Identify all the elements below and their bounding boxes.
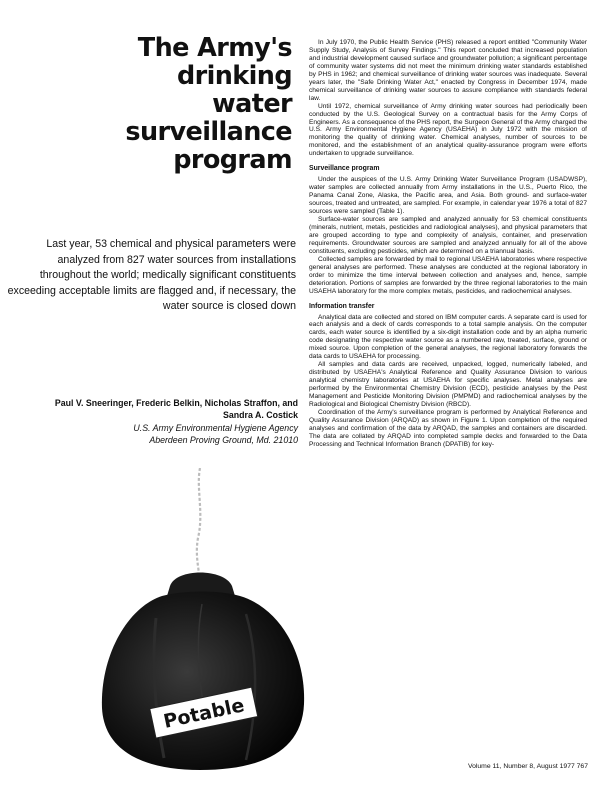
article-deck: Last year, 53 chemical and physical parameters were analyzed from 827 water sources from installations throughout the world; medically significant constituents exceeding acceptable limits are flagged and, if necessary, the water source is closed down: [7, 238, 296, 313]
article-title: [92, 34, 292, 174]
section-heading-information-transfer: Information transfer: [309, 302, 375, 310]
bag-body: [102, 592, 304, 771]
title-line: drinking water: [176, 61, 292, 119]
body-paragraph: Analytical data are collected and stored on IBM computer cards. A separate card is used for each analysis and a deck of cards corresponds to a total sample analysis. On the computer cards, each water source is identified by a six-digit installation code and by an alpha numeric code designating the respective water source as a numbered raw, treated, surface, ground or mixed source. Upon completion of the general analyses, the regional laboratory forwards the data cards to USAEHA for processing.: [309, 313, 587, 361]
body-paragraph: Collected samples are forwarded by mail to regional USAEHA laboratories where respective general analyses are performed. These analyses are conducted at the regional laboratory in order to minimize the time interval between collection and analyses and, hence, sample deterioration. Portions of samples are forwarded by the three regional laboratories to the main USAEHA laboratory for the more complex metals, pesticides, and radiochemical analyses.: [309, 255, 587, 295]
body-paragraph: Under the auspices of the U.S. Army Drinking Water Surveillance Program (USADWSP), water samples are collected annually from Army installations in the U.S., Puerto Rico, the Panama Canal Zone, Alaska, the Pacific area, and Asia. Both ground- and surface-water sources, treated and untreated, are sampled. For example, in calendar year 1976 a total of 827 sources were sampled (Table 1).: [309, 176, 587, 216]
potable-label-text: Potable: [161, 694, 247, 733]
address: Aberdeen Proving Ground, Md. 21010: [149, 435, 298, 446]
byline: [30, 397, 298, 447]
title-line: surveillance: [125, 117, 292, 147]
body-paragraph: In July 1970, the Public Health Service (PHS) released a report entitled "Community Water Supply Study, Analysis of Survey Findings." This report concluded that increased population and industrial development caused surface and groundwater pollution; a significant percentage of community water systems did not meet the minimum drinking water standards established by PHS in 1962; and chemical surveillance of drinking water sources was inadequate. Several years later, the "Safe Drinking Water Act," enacted by Congress in December 1974, made chemical surveillance of drinking water sources to assure compliance with standards federal law.: [309, 39, 587, 102]
body-paragraph: All samples and data cards are received, unpacked, logged, numerically labeled, and distributed by USAEHA's Analytical Reference and Quality Assurance Division to various analytical chemistry laboratories at USAEHA for specific analyses. Metal analyses are performed by the Environmental Chemistry Division (ECD), pesticide analyses by the Pest Management and Pesticide Monitoring Division (PMPMD) and radiochemical analyses by the Radiological and Biological Chemistry Division (RBCD).: [309, 361, 587, 408]
page-footer: Volume 11, Number 8, August 1977 767: [467, 763, 588, 770]
affiliation: U.S. Army Environmental Hygiene Agency: [133, 422, 298, 433]
title-line: The Army's: [137, 33, 292, 63]
body-paragraph: Surface-water sources are sampled and analyzed annually for 53 chemical constituents (minerals, nutrient, metals, pesticides and radiological analyses), and physical parameters that are grouped according to type and complexity of analysis, container, and preservation requirements. Groundwater sources are sampled and analyzed annually for all of the above constituents, excluding pesticides, which are determined on a triannual basis.: [309, 216, 587, 255]
body-paragraph: Coordination of the Army's surveillance program is performed by Analytical Reference and Quality Assurance Division (ARQAD) as shown in Figure 1. Upon completion of the required analyses and confirmation of the data by ARQAD, the samples and containers are discarded. The data are collated by ARQAD into completed sample decks and forwarded to the Data Processing and Technical Information Branch (DPATIB) for key-: [309, 408, 587, 448]
body-text-column: [309, 39, 587, 449]
potable-water-bag-photo: [96, 468, 308, 772]
section-heading-surveillance: Surveillance program: [309, 165, 380, 173]
body-paragraph: Until 1972, chemical surveillance of Army drinking water sources had periodically been conducted by the U.S. Geological Survey on a contractual basis for the Army Corps of Engineers. As a consequence of the PHS report, the Surgeon General of the Army charged the U.S. Army Environmental Hygiene Agency (USAEHA) in July 1972 with the mission of monitoring the quality of drinking water. Chemical analyses, number of sources to be monitored, and the establishment of an analytical quality-assurance program were efforts undertaken to upgrade surveillance.: [309, 102, 587, 158]
title-line: program: [173, 145, 292, 175]
authors: Paul V. Sneeringer, Frederic Belkin, Nicholas Straffon, and Sandra A. Costick: [54, 398, 298, 421]
